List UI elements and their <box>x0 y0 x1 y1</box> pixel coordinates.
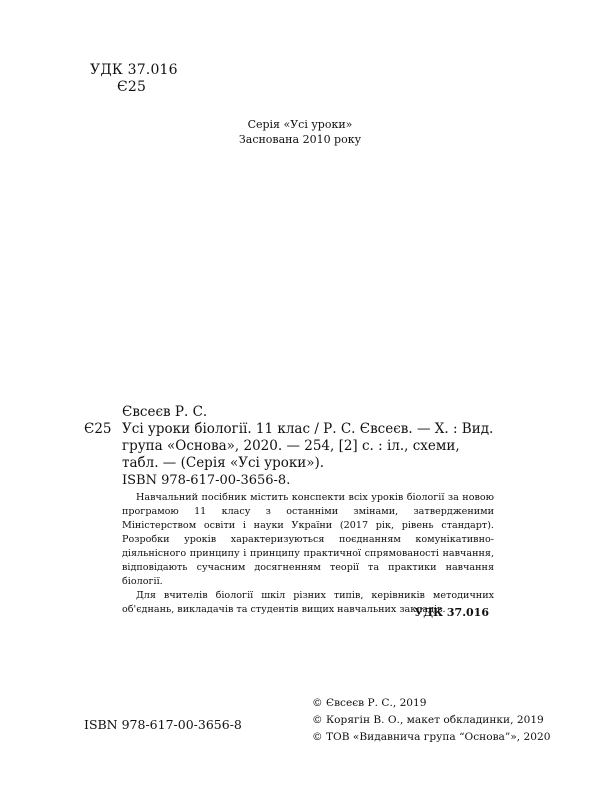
copyright-line: © Корягін В. О., макет обкладинки, 2019 <box>312 714 544 726</box>
catalog-udk: УДК 37.016 <box>414 606 489 619</box>
series-founded: Заснована 2010 року <box>238 133 362 146</box>
catalog-isbn: ISBN 978-617-00-3656-8. <box>122 473 291 488</box>
catalog-description: Усі уроки біології. 11 клас / Р. С. Євсеєв. — Х. : Вид. група «Основа», 2020. — 254, [2] с. : іл., схеми, табл. — (Серія «Усі уроки»). <box>122 421 494 471</box>
annotation <box>122 491 494 617</box>
annotation-audience: Для вчителів біології шкіл різних типів, керівників методичних об'єднань, викладачів та студентів вищих навчальних закладів. <box>122 590 494 615</box>
copyright-line: © ТОВ «Видавнича група “Основа”», 2020 <box>312 731 551 743</box>
annotation-paragraph: Навчальний посібник містить конспекти всіх уроків біології за новою програмою 11 класу з останніми змінами, затвердженими Міністерством освіти і науки України (2017 рік, рівень стандарт). Розробки уроків характеризуються поєднанням комунікативно-діяльнісного принципу і принципу практичної спрямованості навчання, відповідають сучасним досягненням теорії та практики навчання біології. <box>122 492 494 587</box>
series-title: Серія «Усі уроки» <box>247 118 353 131</box>
series-info <box>0 117 600 147</box>
udk-header <box>90 62 178 96</box>
footer-isbn: ISBN 978-617-00-3656-8 <box>84 717 242 732</box>
copyright-list <box>312 695 550 746</box>
author-code: Є25 <box>117 79 147 95</box>
catalog-author: Євсеєв Р. С. <box>122 404 208 420</box>
copyright-line: © Євсеєв Р. С., 2019 <box>312 697 427 709</box>
catalog-author-code: Є25 <box>84 421 112 437</box>
udk-code: УДК 37.016 <box>90 62 178 78</box>
